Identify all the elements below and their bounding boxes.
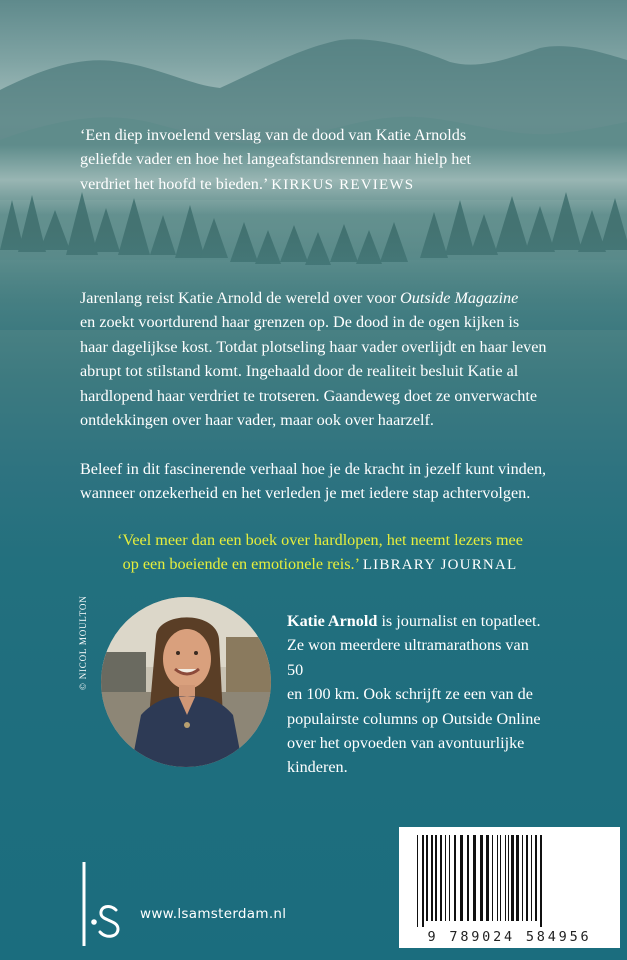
middle-quote-line-1: ‘Veel meer dan een boek over hardlopen, het neemt lezers mee xyxy=(117,531,523,549)
bio-line-5: over het opvoeden van avontuurlijke xyxy=(287,734,525,753)
description-paragraph-1 xyxy=(80,286,550,432)
bio-line-1: is journalist en topatleet. xyxy=(377,612,541,630)
bio-line-6: kinderen. xyxy=(287,758,348,777)
desc-line-6: ontdekkingen over haar vader, maar ook over haarzelf. xyxy=(80,411,434,430)
publisher-website: www.lsamsterdam.nl xyxy=(140,906,287,922)
barcode-bar xyxy=(535,835,537,921)
middle-quote-source: LIBRARY JOURNAL xyxy=(362,557,518,574)
barcode-bar xyxy=(511,835,514,921)
publisher-logo xyxy=(80,860,130,950)
barcode-bar xyxy=(486,835,489,921)
barcode-bar xyxy=(473,835,476,921)
barcode-bar xyxy=(526,835,528,921)
desc-p2-line-2: wanneer onzekerheid en het verleden je met iedere stap achtervolgen. xyxy=(80,484,531,503)
barcode-bar xyxy=(440,835,442,921)
barcode-bar xyxy=(445,835,446,921)
barcode-bar xyxy=(417,835,418,927)
desc-line-1: Jarenlang reist Katie Arnold de wereld over voor xyxy=(80,289,396,307)
middle-review-quote xyxy=(90,528,550,578)
barcode-bar xyxy=(497,835,498,921)
magazine-title: Outside Magazine xyxy=(400,289,519,307)
isbn-barcode xyxy=(399,827,620,948)
top-quote-line-3: verdriet het hoofd te bieden.’ xyxy=(80,174,268,193)
author-photo xyxy=(101,597,271,767)
barcode-bar xyxy=(531,835,532,921)
desc-line-4: abrupt tot stilstand komt. Ingehaald door de realiteit besluit Katie al xyxy=(80,362,519,381)
middle-quote-line-2: op een boeiende en emotionele reis.’ xyxy=(122,555,359,574)
barcode-bar xyxy=(422,835,424,927)
barcode-bar xyxy=(431,835,433,921)
barcode-bar xyxy=(454,835,456,921)
desc-line-2: en zoekt voortdurend haar grenzen op. De dood in de ogen kijken is xyxy=(80,313,520,332)
desc-line-3: haar dagelijkse kost. Totdat plotseling haar vader overlijdt en haar leven xyxy=(80,337,547,356)
top-review-quote xyxy=(80,123,555,197)
barcode-bar xyxy=(467,835,469,921)
barcode-bar xyxy=(435,835,437,921)
bio-line-4: populairste columns op Outside Online xyxy=(287,709,541,728)
barcode-bar xyxy=(540,835,542,927)
isbn-digits: 9 789024 584956 xyxy=(427,929,592,945)
barcode-bar xyxy=(426,835,428,921)
top-quote-line-1: ‘Een diep invoelend verslag van de dood van Katie Arnolds xyxy=(80,126,467,144)
author-bio xyxy=(287,609,549,780)
barcode-bar xyxy=(516,835,519,921)
desc-p2-line-1: Beleef in dit fascinerende verhaal hoe je de kracht in jezelf kunt vinden, xyxy=(80,460,547,478)
barcode-bar xyxy=(449,835,450,921)
barcode-bars xyxy=(399,827,620,927)
barcode-bar xyxy=(460,835,463,921)
barcode-bar xyxy=(505,835,506,921)
desc-line-5: hardlopend haar verdriet te trotseren. Gaandeweg doet ze onverwachte xyxy=(80,386,538,405)
photo-credit: © NICOL MOULTON xyxy=(78,595,88,690)
barcode-bar xyxy=(500,835,501,921)
barcode-bar xyxy=(522,835,523,921)
barcode-bar xyxy=(480,835,483,921)
top-quote-source: KIRKUS REVIEWS xyxy=(271,176,415,193)
barcode-bar xyxy=(508,835,509,921)
description-paragraph-2 xyxy=(80,457,550,506)
bio-line-3: en 100 km. Ook schrijft ze een van de xyxy=(287,685,533,704)
author-name: Katie Arnold xyxy=(287,612,378,630)
bio-line-2: Ze won meerdere ultramarathons van 50 xyxy=(287,636,529,679)
author-portrait-illustration xyxy=(101,597,271,767)
barcode-bar xyxy=(492,835,493,921)
top-quote-line-2: geliefde vader en hoe het langeafstandsrennen haar hielp het xyxy=(80,150,472,169)
